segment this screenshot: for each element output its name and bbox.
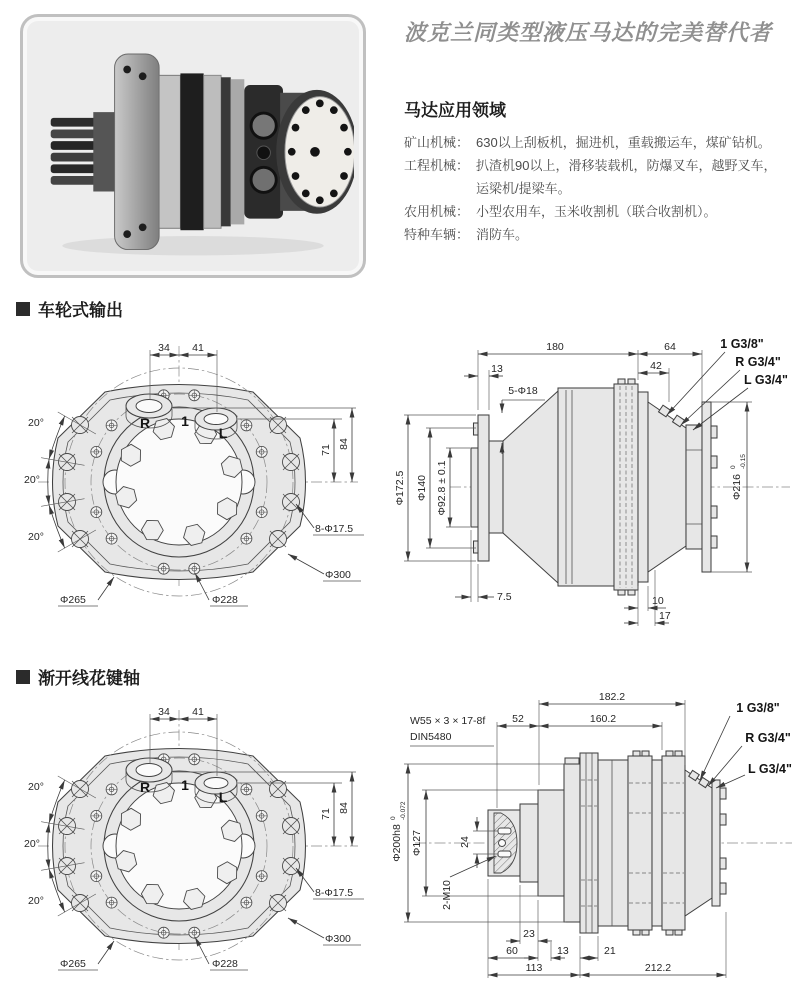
section-heading-label: 渐开线花键轴 <box>38 669 140 688</box>
front-view-drawing <box>12 332 384 642</box>
section-heading-spline-shaft <box>16 664 140 689</box>
dim-inner-dia: Φ228 <box>212 958 238 970</box>
spline-spec: W55 × 3 × 17-8f <box>410 715 486 727</box>
application-category <box>404 177 476 200</box>
port-1-label: 1 <box>181 777 189 793</box>
side-view-wheel-drawing <box>390 330 800 650</box>
port-l-label: L <box>218 425 228 441</box>
dim-shaft-dia-tol-low: -0.072 <box>400 801 407 820</box>
dim-52: 52 <box>512 713 524 725</box>
port-1-callout: 1 G3/8" <box>720 337 764 351</box>
front-view-wheel-output <box>12 332 384 642</box>
dim-34: 34 <box>158 706 170 718</box>
port-l-callout: L G3/4" <box>748 762 792 776</box>
port-1-callout: 1 G3/8" <box>736 701 780 715</box>
dim-flange-holes: 5-Φ18 <box>508 385 538 397</box>
mounting-flange <box>115 54 160 250</box>
dim-64: 64 <box>664 341 676 353</box>
photo-shadow <box>62 236 323 255</box>
side-view-spline-shaft <box>390 680 800 1002</box>
dim-13: 13 <box>557 945 569 957</box>
dim-angle-2: 20° <box>24 838 40 850</box>
dim-bolt-circle-dia: Φ265 <box>60 594 86 606</box>
application-item <box>404 177 796 200</box>
application-category: 农用机械： <box>404 204 470 219</box>
dim-bolt-holes: 8-Φ17.5 <box>315 887 354 899</box>
hydraulic-motor-photo <box>32 25 354 267</box>
motor-profile <box>488 751 726 935</box>
dim-34: 34 <box>158 342 170 354</box>
application-item <box>404 223 796 246</box>
application-heading: 马达应用领域 <box>404 101 506 120</box>
dim-41: 41 <box>192 342 204 354</box>
dim-24: 24 <box>459 836 471 848</box>
dim-tap-holes: 2-M10 <box>441 880 453 910</box>
section-heading-label: 车轮式输出 <box>38 301 123 320</box>
dim-212-2: 212.2 <box>644 962 672 974</box>
dim-pilot-dia: Φ92.8 ± 0.1 <box>436 460 448 516</box>
dim-113: 113 <box>525 962 543 974</box>
dim-bolt-holes: 8-Φ17.5 <box>315 523 354 535</box>
application-item <box>404 131 796 154</box>
side-view-wheel-output <box>390 330 800 650</box>
application-detail: 运梁机/提梁车。 <box>476 181 571 196</box>
dim-17: 17 <box>659 610 671 622</box>
dim-angle-3: 20° <box>28 895 44 907</box>
page-title: 波克兰同类型液压马达的完美替代者 <box>404 20 773 45</box>
dim-84: 84 <box>338 438 350 450</box>
dim-outer-dia: Φ300 <box>325 569 351 581</box>
application-block <box>404 96 796 246</box>
section-heading-wheel-output <box>16 296 123 321</box>
dim-shaft-dia: Φ200h8 <box>391 824 403 862</box>
dim-rear-dia-value: Φ216 <box>731 474 743 500</box>
application-category: 特种车辆： <box>404 227 470 242</box>
dim-inner-dia: Φ228 <box>212 594 238 606</box>
dim-13: 13 <box>491 363 503 375</box>
motor-profile <box>471 379 717 595</box>
application-item <box>404 154 796 177</box>
dim-182-2: 182.2 <box>598 691 626 703</box>
hub <box>103 771 255 921</box>
dim-angle-2: 20° <box>24 474 40 486</box>
dim-160-2: 160.2 <box>589 713 617 725</box>
dim-71: 71 <box>320 808 332 820</box>
side-view-spline-drawing <box>390 680 800 1002</box>
dim-10: 10 <box>652 595 664 607</box>
application-detail: 消防车。 <box>476 227 529 242</box>
port-l-label: L <box>218 789 228 805</box>
gear-shaft <box>51 112 121 191</box>
end-plate <box>276 90 354 214</box>
front-view-spline-shaft <box>12 696 384 1006</box>
port-callouts <box>700 701 792 788</box>
front-view-drawing <box>12 696 384 1006</box>
dim-angle-3: 20° <box>28 531 44 543</box>
dim-bolt-circle-dia: Φ140 <box>416 475 428 501</box>
port-r-label: R <box>139 415 151 431</box>
port-r-callout: R G3/4" <box>745 731 791 745</box>
dim-23: 23 <box>523 928 535 940</box>
dim-rear-dia-tol-up: 0 <box>730 465 737 469</box>
dim-flange-dia: Φ172.5 <box>394 470 406 506</box>
hub <box>103 407 255 557</box>
dim-shaft-dia-tol-up: 0 <box>390 816 397 820</box>
spline-standard: DIN5480 <box>410 731 452 743</box>
dim-angle-1: 20° <box>28 417 44 429</box>
port-r-label: R <box>139 779 151 795</box>
dim-outer-dia: Φ300 <box>325 933 351 945</box>
dim-bolt-circle-dia: Φ265 <box>60 958 86 970</box>
port-l-callout: L G3/4" <box>744 373 788 387</box>
port-1-label: 1 <box>181 413 189 429</box>
dim-84: 84 <box>338 802 350 814</box>
dim-rear-dia-tol-low: -0.15 <box>740 454 747 469</box>
dim-60: 60 <box>506 945 518 957</box>
square-bullet-icon <box>16 670 30 684</box>
dim-180: 180 <box>546 341 564 353</box>
dim-41: 41 <box>192 706 204 718</box>
application-category: 工程机械： <box>404 158 470 173</box>
dim-disk-dia: Φ127 <box>411 830 423 856</box>
application-category: 矿山机械： <box>404 135 470 150</box>
application-detail: 扒渣机90以上，滑移装载机，防爆叉车，越野叉车， <box>476 158 777 173</box>
product-photo-frame <box>20 14 366 278</box>
application-item <box>404 200 796 223</box>
application-detail: 630以上刮板机，掘进机，重载搬运车，煤矿钻机。 <box>476 135 771 150</box>
dim-angle-1: 20° <box>28 781 44 793</box>
dims-left <box>394 415 476 561</box>
dim-7-5: 7.5 <box>497 591 512 603</box>
dim-42: 42 <box>650 360 662 372</box>
application-detail: 小型农用车，玉米收割机（联合收割机）。 <box>476 204 717 219</box>
port-r-callout: R G3/4" <box>735 355 781 369</box>
motor-body-rings <box>159 73 244 230</box>
port-callouts <box>667 337 788 430</box>
dim-71: 71 <box>320 444 332 456</box>
square-bullet-icon <box>16 302 30 316</box>
dim-21: 21 <box>604 945 616 957</box>
